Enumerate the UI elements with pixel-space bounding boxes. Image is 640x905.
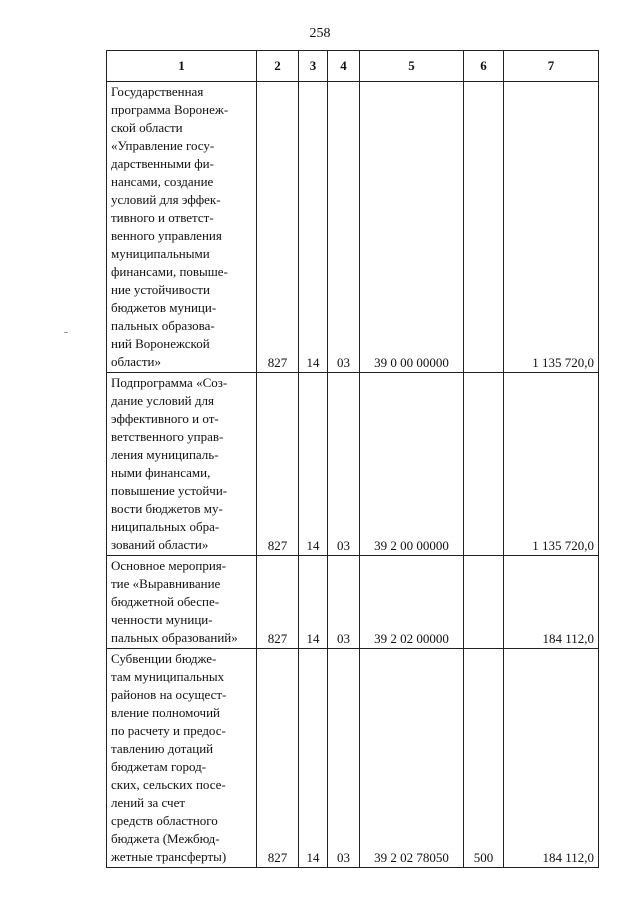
header-col-7: 7	[504, 51, 599, 82]
cell-col-5: 39 0 00 00000	[360, 82, 464, 373]
cell-col-4: 03	[328, 373, 360, 556]
row-name: Основное мероприя- тие «Выравнивание бюджетной обеспе- ченности муници- пальных образований»	[107, 556, 257, 649]
table-row	[107, 649, 599, 868]
cell-col-2: 827	[257, 373, 299, 556]
row-name: Субвенции бюдже- там муниципальных районов на осущест- вление полномочий по расчету и предос- тавлению дотаций бюджетам город- ских, сельских посе- лений за счет средств областного бюджета (Межбюд- жетные трансферты)	[107, 649, 257, 868]
cell-col-4: 03	[328, 82, 360, 373]
cell-col-6	[464, 556, 504, 649]
cell-col-4: 03	[328, 556, 360, 649]
cell-col-2: 827	[257, 82, 299, 373]
header-col-4: 4	[328, 51, 360, 82]
budget-table	[106, 50, 599, 868]
page-number: 258	[309, 26, 331, 41]
cell-col-2: 827	[257, 556, 299, 649]
header-col-3: 3	[299, 51, 328, 82]
cell-col-3: 14	[299, 82, 328, 373]
cell-col-3: 14	[299, 556, 328, 649]
row-name: Государственная программа Воронеж- ской области «Управление госу- дарственными фи- нансами, создание условий для эффек- тивного и ответст- венного управления муниципальными финансами, повыше- ние устойчивости бюджетов муници- пальных образова- ний Воронежской области»	[107, 82, 257, 373]
row-name: Подпрограмма «Соз- дание условий для эффективного и от- ветственного управ- ления муниципаль- ными финансами, повышение устойчи- вости бюджетов му- ниципальных обра- зований области»	[107, 373, 257, 556]
table-row	[107, 556, 599, 649]
table-row	[107, 82, 599, 373]
cell-col-5: 39 2 02 78050	[360, 649, 464, 868]
cell-col-7: 184 112,0	[504, 649, 599, 868]
cell-col-3: 14	[299, 373, 328, 556]
header-col-1: 1	[107, 51, 257, 82]
header-col-2: 2	[257, 51, 299, 82]
cell-col-4: 03	[328, 649, 360, 868]
cell-col-7: 184 112,0	[504, 556, 599, 649]
cell-col-7: 1 135 720,0	[504, 82, 599, 373]
cell-col-6: 500	[464, 649, 504, 868]
cell-col-5: 39 2 02 00000	[360, 556, 464, 649]
header-col-6: 6	[464, 51, 504, 82]
cell-col-6	[464, 82, 504, 373]
cell-col-5: 39 2 00 00000	[360, 373, 464, 556]
scan-speck	[64, 332, 68, 333]
table-header-row	[107, 51, 599, 82]
table-row	[107, 373, 599, 556]
cell-col-2: 827	[257, 649, 299, 868]
cell-col-6	[464, 373, 504, 556]
header-col-5: 5	[360, 51, 464, 82]
cell-col-7: 1 135 720,0	[504, 373, 599, 556]
cell-col-3: 14	[299, 649, 328, 868]
